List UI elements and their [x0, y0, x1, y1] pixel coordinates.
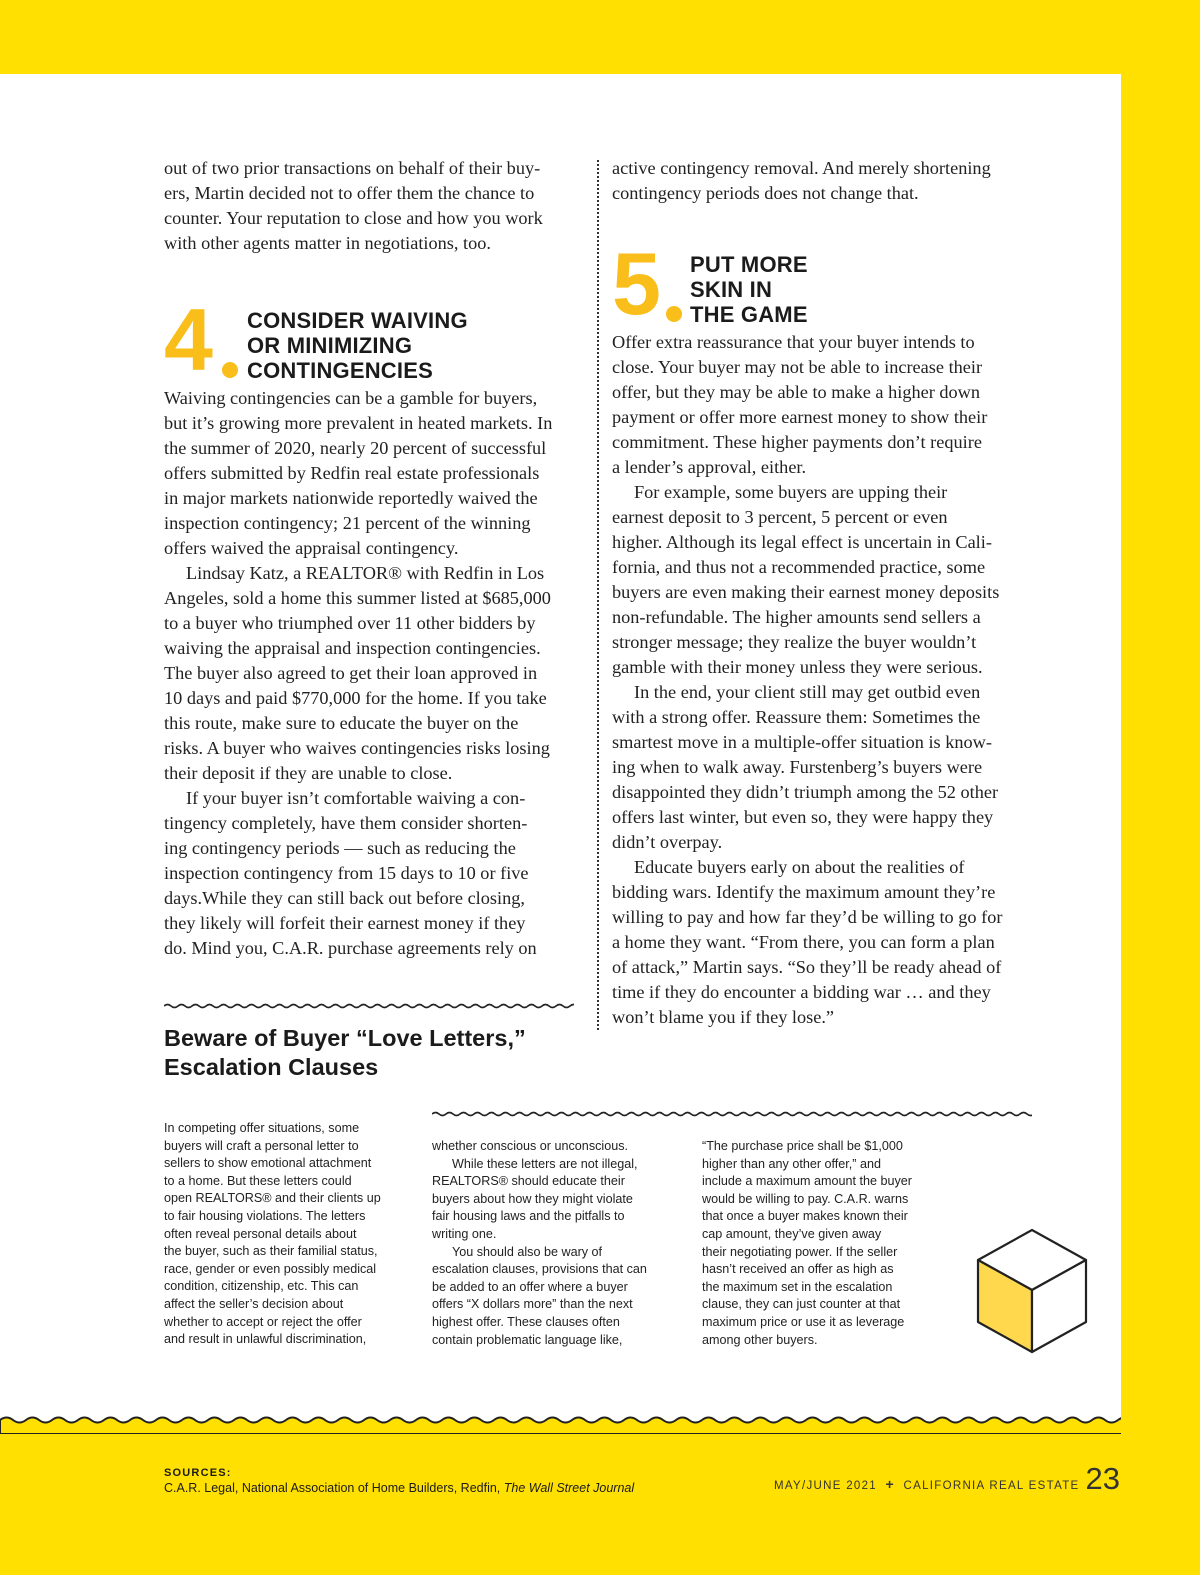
section-5-number: 5: [612, 234, 657, 333]
section-5-paragraph-1: Offer extra reassurance that your buyer intends to close. Your buyer may not be able to increase their offer, but they may be able to make a higher down payment or offer more earnest money to show their commitment. These higher payments don’t require a lender’s approval, either.: [612, 332, 988, 477]
sources-text: C.A.R. Legal, National Association of Home Builders, Redfin, The Wall Street Journal: [164, 1481, 635, 1495]
section-4-dot: [222, 362, 238, 378]
sidebar-paragraph: “The purchase price shall be $1,000 higher than any other offer,” and include a maximum amount the buyer would be willing to pay. C.A.R. warns that once a buyer makes known their cap amount, they’ve given away their negotiating power. If the seller hasn’t received an offer as high as the maximum set in the escalation clause, they can just counter at that maximum price or use it as leverage among other buyers.: [702, 1139, 912, 1347]
sidebar-paragraph: whether conscious or unconscious.: [432, 1139, 629, 1153]
section-5-dot: [666, 306, 682, 322]
column-divider: [597, 160, 599, 1030]
section-4-paragraph-3: If your buyer isn’t comfortable waiving a con- tingency completely, have them consider shorten- ing contingency periods — such as reducing the inspection contingency from 15 days to 10 or five days.While they can still back out before closing, they likely will forfeit their earnest money if they do. Mind you, C.A.R. purchase agreements rely on: [164, 788, 537, 958]
right-column: [612, 156, 1037, 1030]
sidebar-column-1: [164, 1120, 414, 1349]
section-4-heading: [164, 290, 584, 389]
sidebar-wave-rule-2: [432, 1106, 1032, 1122]
sidebar-column-3: [702, 1138, 957, 1349]
section-5-paragraph-4: Educate buyers early on about the realities of bidding wars. Identify the maximum amount they’re willing to pay and how far they’d be willing to go for a home they want. “From there, you can form a plan of attack,” Martin says. “So they’ll be ready ahead of time if they do encounter a bidding war … and they won’t blame you if they lose.”: [612, 857, 1003, 1027]
sidebar-column-2: [432, 1138, 682, 1349]
sources-block: [164, 1466, 634, 1496]
plus-icon: +: [885, 1476, 895, 1492]
page-number: 23: [1085, 1461, 1120, 1496]
page-folio: [774, 1462, 1120, 1496]
left-intro: out of two prior transactions on behalf of their buy- ers, Martin decided not to offer them the chance to counter. Your reputation to close and how you work with other agents matter in negotiations, too.: [164, 158, 543, 253]
sidebar-paragraph: In competing offer situations, some buyers will craft a personal letter to sellers to show emotional attachment to a home. But these letters could open REALTORS® and their clients up to fair housing violations. The letters often reveal personal details about the buyer, such as their familial status, race, gender or even possibly medical condition, citizenship, etc. This can affect the seller’s decision about whether to accept or reject the offer and result in unlawful discrimination,: [164, 1121, 381, 1347]
right-intro: active contingency removal. And merely shortening contingency periods does not change that.: [612, 158, 991, 203]
section-4-paragraph-1: Waiving contingencies can be a gamble for buyers, but it’s growing more prevalent in heated markets. In the summer of 2020, nearly 20 percent of successful offers submitted by Redfin real estate professionals in major markets nationwide reportedly waived the inspection contingency; 21 percent of the winning offers waived the appraisal contingency.: [164, 388, 553, 558]
cube-icon: [974, 1226, 1090, 1356]
magazine-issue: MAY/JUNE 2021 + CALIFORNIA REAL ESTATE: [774, 1476, 1080, 1492]
sources-label: SOURCES:: [164, 1467, 232, 1479]
left-column: [164, 156, 584, 961]
section-5-title: PUT MORE SKIN IN THE GAME: [690, 252, 808, 327]
sidebar-wave-rule: [164, 998, 574, 1014]
section-5-heading: [612, 234, 1037, 333]
sidebar-title: Beware of Buyer “Love Letters,” Escalation Clauses: [164, 1025, 526, 1080]
section-5-paragraph-2: For example, some buyers are upping their earnest deposit to 3 percent, 5 percent or even higher. Although its legal effect is uncertain in Cali- fornia, and thus not a recommended practice, some buyers are even making their earnest money deposits non-refundable. The higher amounts send sellers a stronger message; they realize the buyer wouldn’t gamble with their money unless they were serious.: [612, 482, 1000, 677]
section-4-paragraph-2: Lindsay Katz, a REALTOR® with Redfin in Los Angeles, sold a home this summer listed at $685,000 to a buyer who triumphed over 11 other bidders by waiving the appraisal and inspection contingencies. The buyer also agreed to get their loan approved in 10 days and paid $770,000 for the home. If you take this route, make sure to educate the buyer on the risks. A buyer who waives contingencies risks losing their deposit if they are unable to close.: [164, 563, 551, 783]
section-5-paragraph-3: In the end, your client still may get outbid even with a strong offer. Reassure them: Sometimes the smartest move in a multiple-offer situation is know- ing when to walk away. Furstenberg’s buyers were disappointed they didn’t triumph among the 52 other offers last winter, but even so, they were happy they didn’t overpay.: [612, 682, 999, 852]
sidebar-paragraph: You should also be wary of escalation clauses, provisions that can be added to an offer where a buyer offers “X dollars more” than the next highest offer. These clauses often contain problematic language like,: [432, 1244, 647, 1347]
sidebar-paragraph: While these letters are not illegal, REALTORS® should educate their buyers about how they might violate fair housing laws and the pitfalls to writing one.: [432, 1156, 638, 1241]
bottom-wave-border: [0, 1412, 1121, 1434]
section-4-title: CONSIDER WAIVING OR MINIMIZING CONTINGENCIES: [247, 308, 468, 383]
section-4-number: 4: [164, 290, 209, 389]
